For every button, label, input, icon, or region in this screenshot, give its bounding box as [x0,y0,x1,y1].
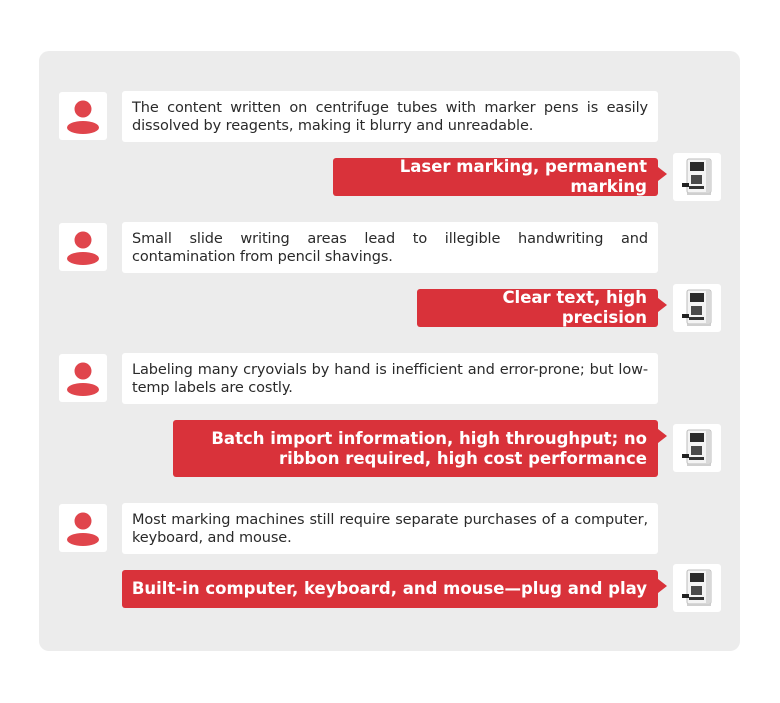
user-avatar-icon [59,504,107,552]
problem-bubble-4 [122,503,658,554]
laser-marking-machine-icon [673,284,721,332]
laser-marking-machine-icon [673,424,721,472]
problem-bubble-2 [122,222,658,273]
problem-bubble-3 [122,353,658,404]
solution-bubble-4 [122,570,658,608]
solution-text: Batch import information, high throughput; no ribbon required, high cost performance [211,428,647,468]
problem-text: Small slide writing areas lead to illegible handwriting and contamination from pencil shavings. [132,231,648,265]
problem-text: The content written on centrifuge tubes with marker pens is easily dissolved by reagents, making it blurry and unreadable. [132,100,648,134]
solution-bubble-3 [173,420,658,477]
solution-bubble-1 [333,158,658,196]
problem-text: Most marking machines still require separate purchases of a computer, keyboard, and mouse. [132,512,648,546]
user-avatar-icon [59,92,107,140]
laser-marking-machine-icon [673,153,721,201]
solution-text: Built-in computer, keyboard, and mouse—plug and play [131,579,647,598]
problem-bubble-1 [122,91,658,142]
laser-marking-machine-icon [673,564,721,612]
solution-bubble-2 [417,289,658,327]
solution-text: Laser marking, permanent marking [399,157,647,196]
problem-text: Labeling many cryovials by hand is inefficient and error-prone; but low-temp labels are costly. [132,362,648,396]
solution-text: Clear text, high precision [502,288,647,327]
user-avatar-icon [59,223,107,271]
user-avatar-icon [59,354,107,402]
